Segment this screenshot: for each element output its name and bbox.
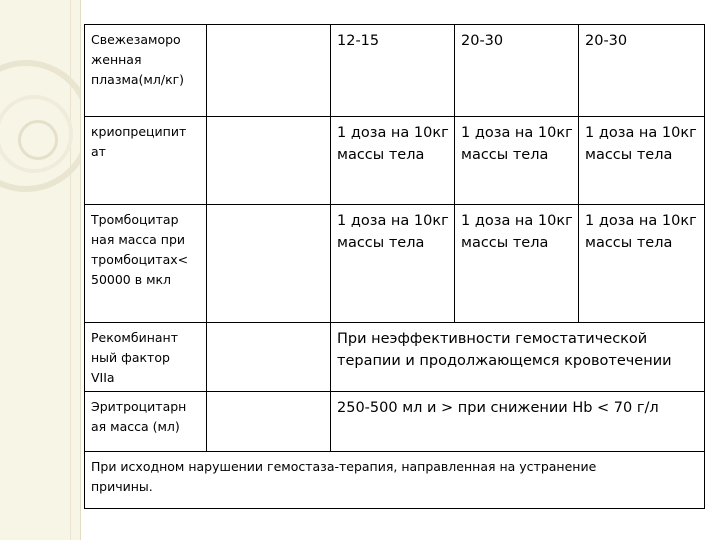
table-row	[85, 205, 705, 323]
row-header: Эритроцитарн ая масса (мл)	[85, 392, 207, 452]
table-row	[85, 323, 705, 392]
footer-note: При исходном нарушении гемостаза-терапия, направленная на устранение причины.	[85, 452, 705, 509]
table-row	[85, 452, 705, 509]
row-header: Тромбоцитар ная масса при тромбоцитах< 50000 в мкл	[85, 205, 207, 323]
table-cell: 1 доза на 10кг массы тела	[455, 117, 579, 205]
table-cell: 1 доза на 10кг массы тела	[579, 117, 705, 205]
table-cell: 1 доза на 10кг массы тела	[579, 205, 705, 323]
decorative-ring-small	[18, 120, 58, 160]
table-cell: 20-30	[579, 25, 705, 117]
table-cell: 1 доза на 10кг массы тела	[331, 205, 455, 323]
empty-cell	[207, 392, 331, 452]
table-row	[85, 117, 705, 205]
table-cell: 12-15	[331, 25, 455, 117]
table-row	[85, 25, 705, 117]
row-header: криопреципит ат	[85, 117, 207, 205]
empty-cell	[207, 117, 331, 205]
empty-cell	[207, 25, 331, 117]
transfusion-table	[84, 24, 705, 509]
empty-cell	[207, 205, 331, 323]
table-cell: 1 доза на 10кг массы тела	[331, 117, 455, 205]
merged-cell: При неэффективности гемостатической терапии и продолжающемся кровотечении	[331, 323, 705, 392]
empty-cell	[207, 323, 331, 392]
row-header: Свежезаморо женная плазма(мл/кг)	[85, 25, 207, 117]
table-cell: 1 доза на 10кг массы тела	[455, 205, 579, 323]
row-header: Рекомбинант ный фактор VIIa	[85, 323, 207, 392]
table-row	[85, 392, 705, 452]
table-cell: 20-30	[455, 25, 579, 117]
decorative-side-band	[0, 0, 81, 540]
merged-cell: 250-500 мл и > при снижении Hb < 70 г/л	[331, 392, 705, 452]
